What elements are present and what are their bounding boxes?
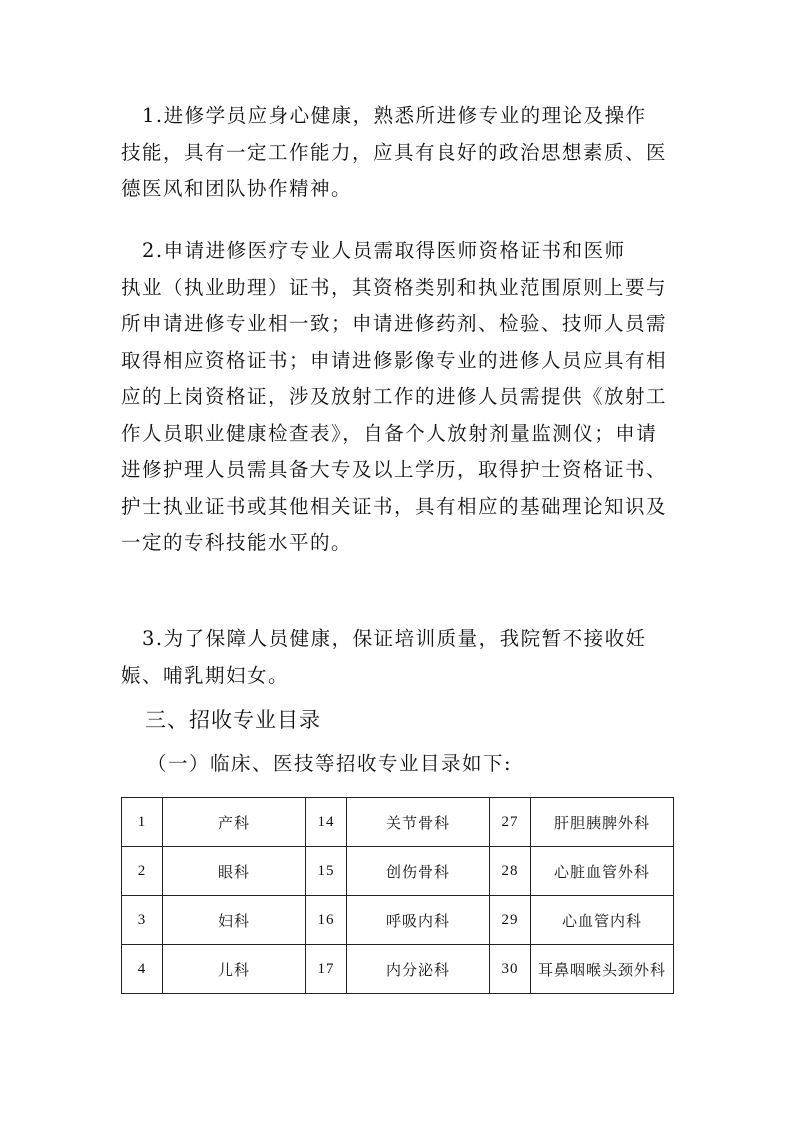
specialty-number: 29	[490, 896, 531, 945]
specialty-name: 儿科	[163, 945, 306, 994]
paragraph-line: 进修护理人员需具备大专及以上学历，取得护士资格证书、	[121, 458, 668, 481]
paragraph-line: 1.进修学员应身心健康，熟悉所进修专业的理论及操作	[121, 104, 647, 127]
specialty-name: 耳鼻咽喉头颈外科	[531, 945, 674, 994]
specialty-name: 心脏血管外科	[531, 847, 674, 896]
specialty-name: 妇科	[163, 896, 306, 945]
specialty-catalog-table	[121, 797, 674, 994]
requirement-paragraph-1	[121, 98, 673, 208]
requirement-paragraph-2	[121, 233, 673, 562]
specialty-number: 3	[122, 896, 163, 945]
paragraph-line: 取得相应资格证书；申请进修影像专业的进修人员应具有相	[121, 348, 668, 372]
specialty-number: 14	[306, 798, 347, 847]
paragraph-line: 护士执业证书或其他相关证书，具有相应的基础理论知识及	[121, 494, 668, 518]
specialty-name: 肝胆胰脾外科	[531, 798, 674, 847]
paragraph-line: 娠、哺乳期妇女。	[121, 663, 290, 687]
sub-heading: （一）临床、医技等招收专业目录如下:	[147, 752, 513, 775]
specialty-number: 15	[306, 847, 347, 896]
specialty-number: 16	[306, 896, 347, 945]
specialty-name: 呼吸内科	[347, 896, 490, 945]
specialty-number: 4	[122, 945, 163, 994]
table-row	[122, 896, 674, 945]
paragraph-line: 执业（执业助理）证书，其资格类别和执业范围原则上要与	[121, 275, 668, 299]
specialty-name: 眼科	[163, 847, 306, 896]
paragraph-line: 德医风和团队协作精神。	[121, 177, 353, 200]
specialty-number: 17	[306, 945, 347, 994]
requirement-paragraph-3	[121, 621, 673, 694]
specialty-name: 产科	[163, 798, 306, 847]
specialty-number: 28	[490, 847, 531, 896]
section-heading: 三、招收专业目录	[145, 708, 321, 732]
paragraph-line: 一定的专科技能水平的。	[121, 531, 353, 554]
specialty-number: 2	[122, 847, 163, 896]
specialty-number: 30	[490, 945, 531, 994]
paragraph-line: 应的上岗资格证，涉及放射工作的进修人员需提供《放射工	[121, 385, 668, 408]
paragraph-line: 技能，具有一定工作能力，应具有良好的政治思想素质、医	[121, 140, 668, 164]
table-row	[122, 847, 674, 896]
specialty-name: 创伤骨科	[347, 847, 490, 896]
table-row	[122, 798, 674, 847]
specialty-name: 内分泌科	[347, 945, 490, 994]
specialty-number: 1	[122, 798, 163, 847]
table-row	[122, 945, 674, 994]
paragraph-line: 作人员职业健康检查表》，自备个人放射剂量监测仪；申请	[121, 421, 658, 445]
paragraph-line: 所申请进修专业相一致；申请进修药剂、检验、技师人员需	[121, 312, 668, 335]
paragraph-line: 3.为了保障人员健康，保证培训质量，我院暂不接收妊	[121, 627, 647, 650]
paragraph-line: 2.申请进修医疗专业人员需取得医师资格证书和医师	[121, 239, 626, 262]
specialty-name: 关节骨科	[347, 798, 490, 847]
specialty-name: 心血管内科	[531, 896, 674, 945]
specialty-number: 27	[490, 798, 531, 847]
